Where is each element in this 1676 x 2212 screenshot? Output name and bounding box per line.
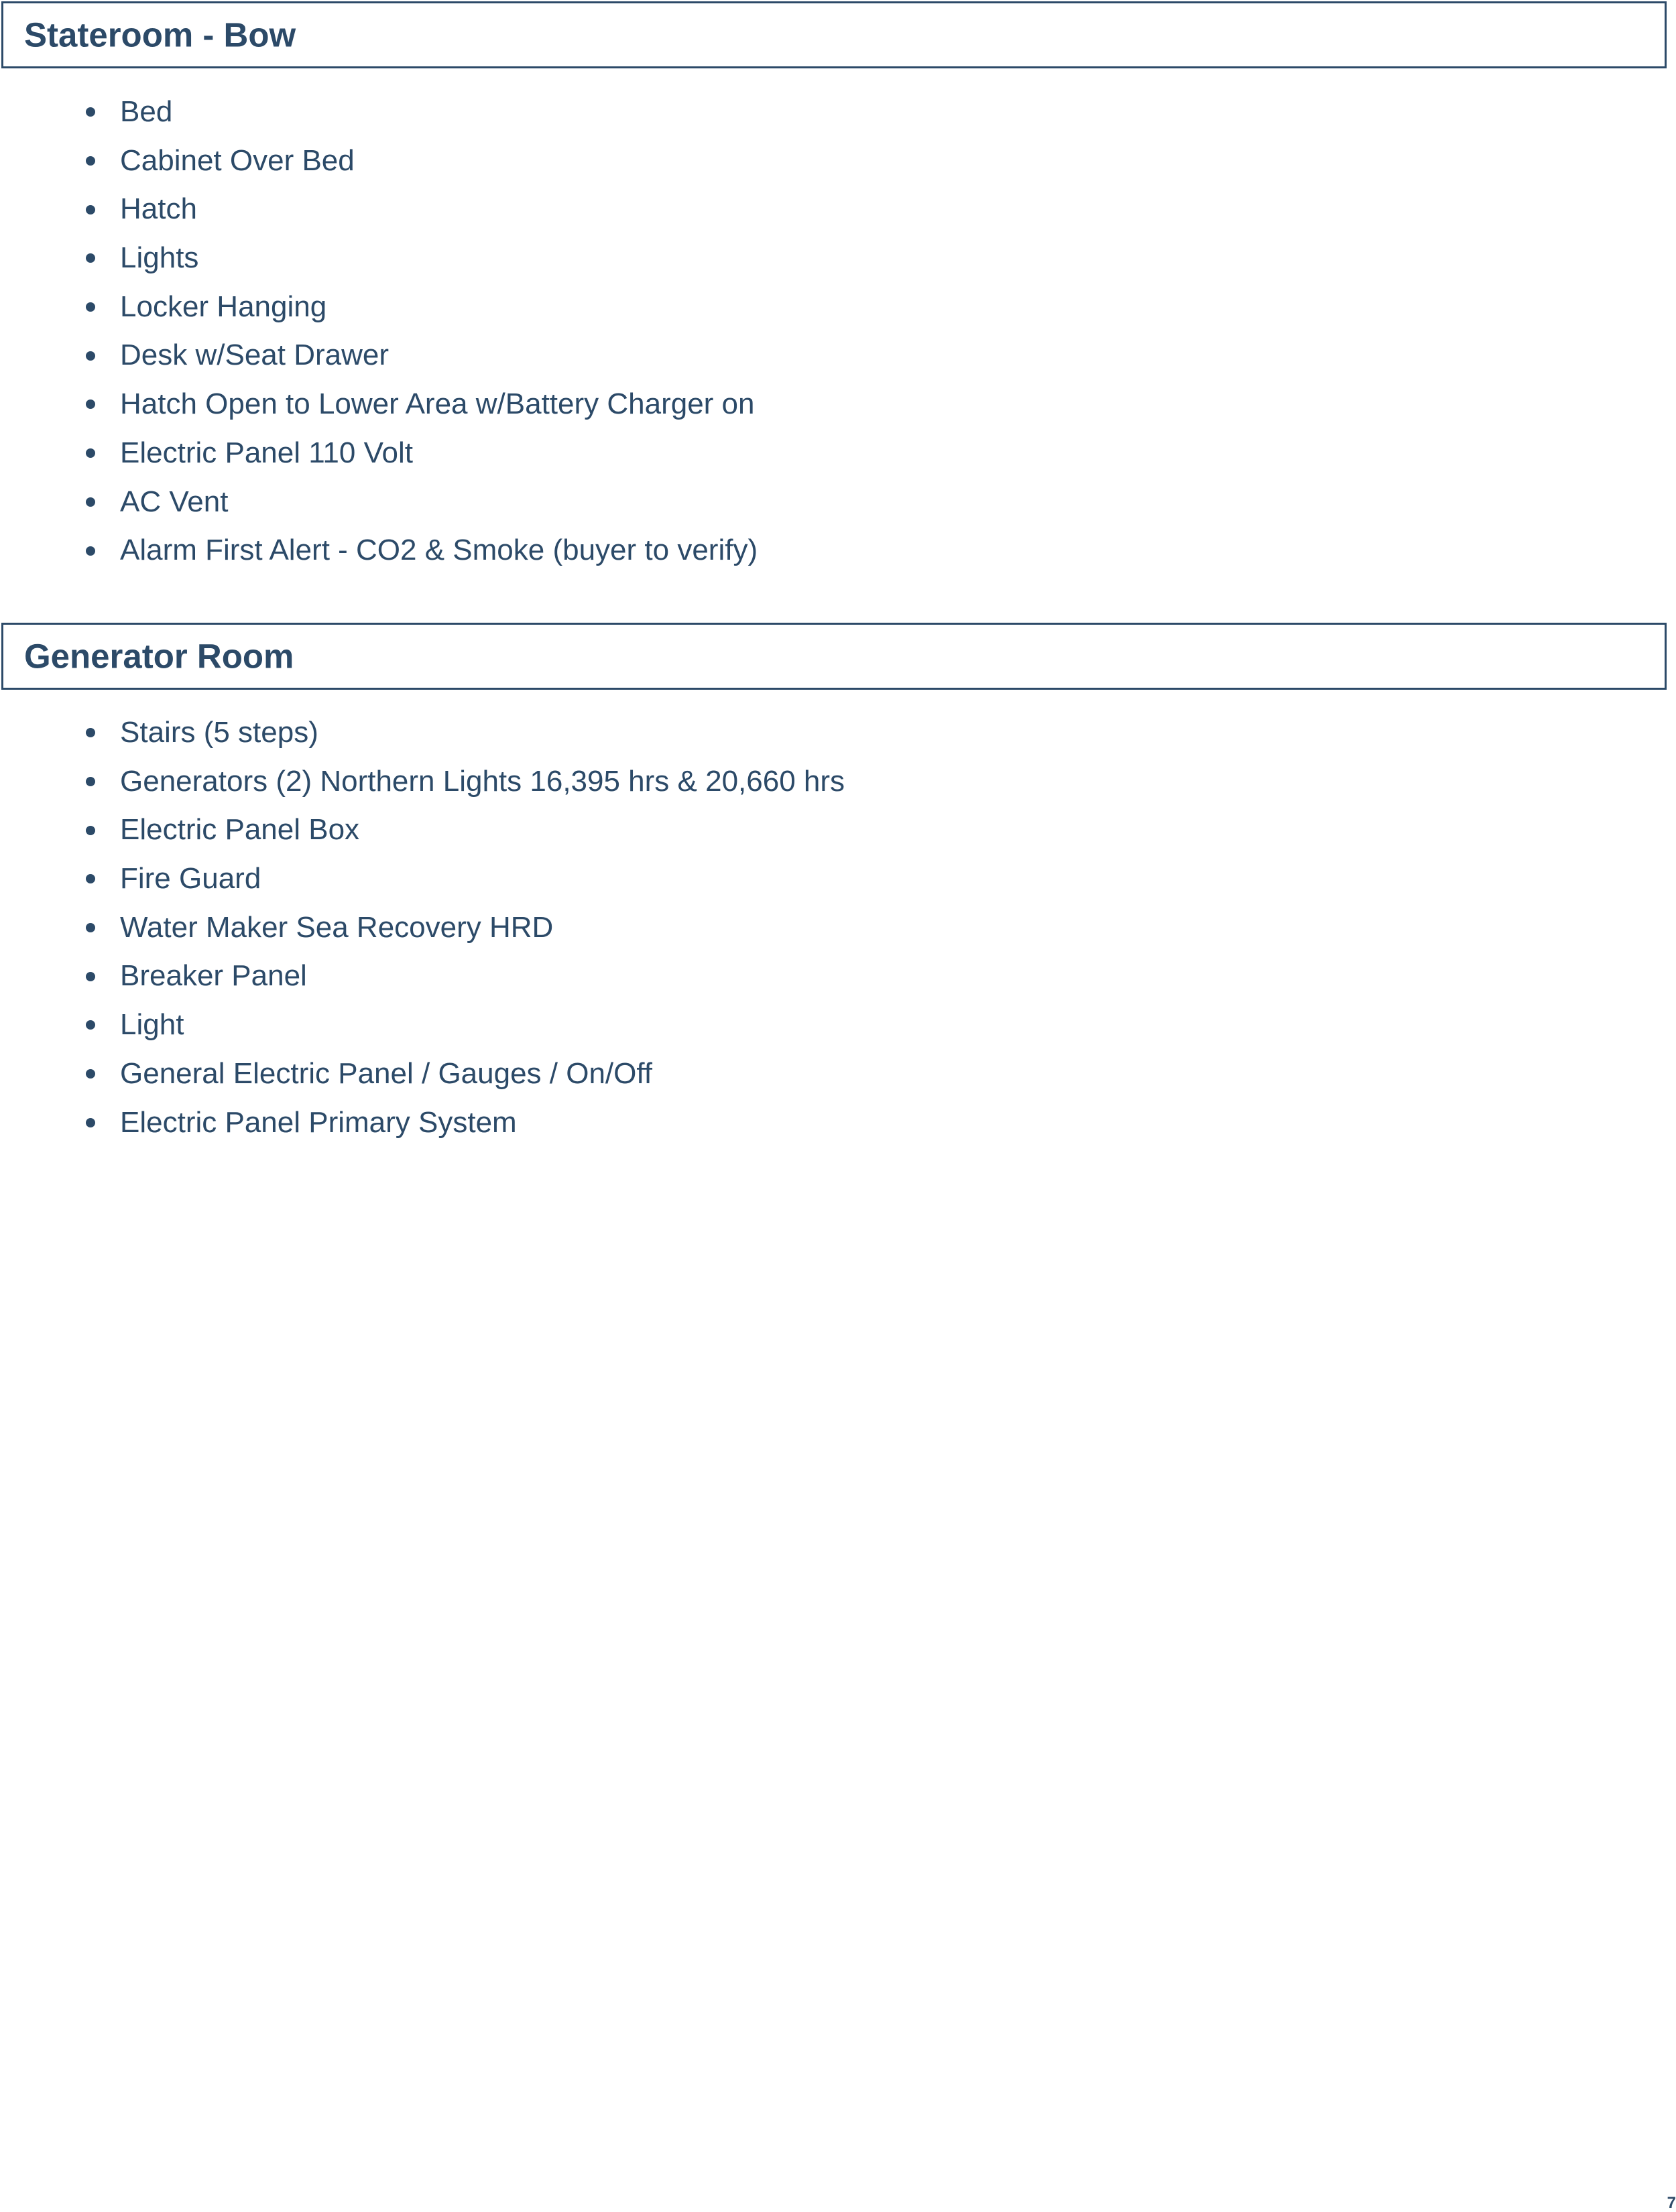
list-item [0,709,1663,757]
bullet-icon [86,205,95,214]
section-title: Generator Room [24,637,294,676]
bullet-icon [86,400,95,409]
list-item [0,478,1663,527]
bullet-icon [86,156,95,166]
list-item [0,283,1663,332]
list-item [0,855,1663,904]
page-number: 7 [1667,2194,1676,2212]
bullet-icon [86,253,95,263]
bullet-icon [86,1020,95,1030]
list-item [0,952,1663,1001]
bullet-icon [86,1069,95,1079]
list-item [0,904,1663,953]
list-item [0,88,1663,137]
bullet-icon [86,351,95,361]
list-item [0,429,1663,478]
list-item [0,1099,1663,1148]
list-item-text: Electric Panel Box [120,813,360,847]
bullet-icon [86,448,95,458]
list-item-text: Cabinet Over Bed [120,143,355,177]
bullet-icon [86,777,95,786]
bullet-icon [86,1118,95,1127]
bullet-icon [86,972,95,981]
list-item [0,757,1663,806]
list-item-text: Lights [120,241,199,275]
bullet-icon [86,302,95,312]
list-item-text: Desk w/Seat Drawer [120,339,390,372]
list-item-text: Breaker Panel [120,959,307,993]
list-item-text: Electric Panel Primary System [120,1105,517,1139]
bullet-icon [86,107,95,117]
bullet-icon [86,826,95,835]
list-item-text: Hatch Open to Lower Area w/Battery Charger on [120,387,755,421]
list-item [0,234,1663,283]
list-item-text: Water Maker Sea Recovery HRD [120,910,554,944]
list-item-text: Locker Hanging [120,290,327,323]
list-item [0,1001,1663,1050]
list-item [0,380,1663,429]
generator-room-item-list [0,709,1663,1147]
list-item [0,806,1663,855]
list-item-text: Bed [120,95,173,128]
stateroom-bow-item-list [0,88,1663,575]
list-item-text: Light [120,1008,184,1042]
bullet-icon [86,546,95,556]
list-item [0,137,1663,186]
bullet-icon [86,728,95,737]
list-item-text: Generators (2) Northern Lights 16,395 hrs & 20,660 hrs [120,764,845,798]
list-item-text: Electric Panel 110 Volt [120,436,413,469]
list-item [0,526,1663,575]
list-item [0,185,1663,234]
list-item-text: AC Vent [120,485,229,518]
bullet-icon [86,923,95,932]
list-item [0,331,1663,380]
section-header-stateroom-bow [1,1,1667,68]
bullet-icon [86,874,95,883]
section-header-generator-room [1,623,1667,690]
list-item [0,1050,1663,1099]
list-item-text: General Electric Panel / Gauges / On/Off [120,1056,653,1090]
list-item-text: Stairs (5 steps) [120,716,318,749]
list-item-text: Alarm First Alert - CO2 & Smoke (buyer to verify) [120,534,758,567]
bullet-icon [86,497,95,507]
section-title: Stateroom - Bow [24,15,296,54]
list-item-text: Fire Guard [120,862,261,896]
list-item-text: Hatch [120,192,197,226]
